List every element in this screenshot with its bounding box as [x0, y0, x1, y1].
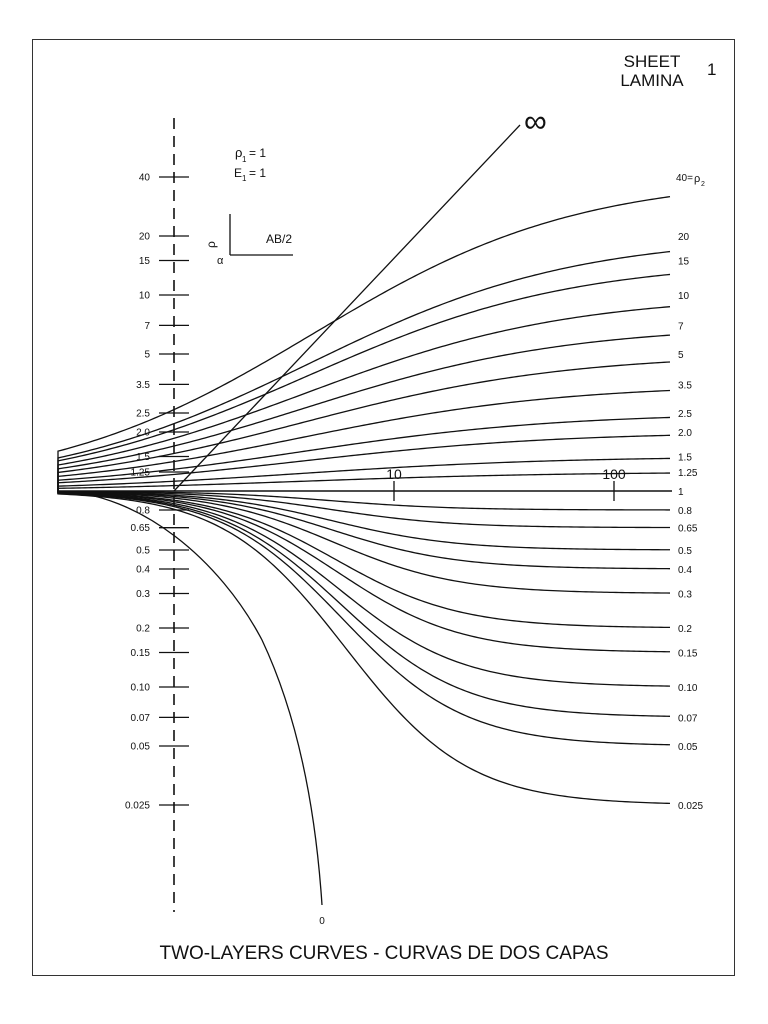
- curve-label: 0.025: [678, 801, 704, 813]
- curve-label: 3.5: [678, 380, 692, 392]
- curve-infinity: [174, 125, 520, 491]
- y-tick-label: 0.07: [130, 712, 150, 724]
- y-tick-label: 10: [138, 290, 150, 302]
- curve-label: 1.5: [678, 452, 692, 464]
- curve-label: 0.10: [678, 683, 698, 694]
- curve-label: 0.15: [678, 648, 698, 660]
- y-tick-label: 7: [144, 320, 150, 332]
- curve-label: 0.07: [678, 713, 698, 725]
- curve-label: 0.3: [678, 589, 692, 601]
- curve-label: 2.5: [678, 409, 692, 421]
- key-x-label: AB/2: [266, 232, 293, 246]
- curve-label: 0.2: [678, 623, 692, 635]
- zero-label: 0: [319, 916, 325, 927]
- x-tick-label: 10: [386, 466, 402, 482]
- y-tick-label: 0.025: [124, 800, 150, 812]
- y-tick-label: 40: [138, 172, 150, 184]
- sheet-label-es: LAMINA: [620, 71, 684, 90]
- rho-symbol: ρ: [235, 145, 243, 160]
- curve-zero: [58, 491, 322, 905]
- y-tick-label: 0.4: [136, 564, 150, 576]
- curve-label: 7: [678, 321, 684, 333]
- y-tick-label: 0.2: [136, 623, 150, 635]
- curve-label: 0.4: [678, 564, 692, 576]
- y-tick-label: 0.5: [136, 545, 150, 557]
- subscript-1: 1: [242, 174, 247, 183]
- y-tick-label: 1.25: [130, 467, 150, 479]
- infinity-label: ∞: [524, 103, 547, 139]
- e-symbol: E: [234, 166, 243, 180]
- curve-label: 10: [678, 291, 690, 302]
- sheet-number: 1: [707, 60, 717, 79]
- curve-label: 0.5: [678, 546, 692, 558]
- y-tick-label: 15: [138, 255, 150, 267]
- subscript-a: α: [217, 255, 224, 267]
- y-tick-label: 0.10: [130, 682, 150, 694]
- curve-label: 0.65: [678, 523, 698, 535]
- y-tick-label: 2.5: [136, 408, 150, 420]
- curve-label: 15: [678, 256, 690, 268]
- y-tick-label: 20: [138, 231, 150, 243]
- curve-label-40: 40=: [676, 172, 693, 184]
- curve-label: 5: [678, 350, 684, 362]
- y-tick-label: 0.15: [130, 647, 150, 659]
- curve-label: 0.05: [678, 742, 698, 754]
- subscript-2: 2: [701, 180, 705, 188]
- y-tick-label: 0.65: [130, 523, 150, 535]
- curve-label: 1.25: [678, 468, 698, 480]
- labels-group: [204, 103, 705, 927]
- curve-label: 1: [678, 487, 684, 498]
- curve-label: 2.0: [678, 427, 692, 439]
- curve-rho2-10: [58, 307, 670, 491]
- y-tick-label: 0.3: [136, 588, 150, 600]
- curve-label: 20: [678, 231, 690, 243]
- key-y-label: ρ: [204, 241, 218, 248]
- e1-value: = 1: [249, 166, 267, 180]
- x-tick-label: 100: [602, 466, 626, 482]
- rho1-value: = 1: [249, 146, 267, 160]
- y-tick-label: 0.8: [136, 505, 150, 517]
- y-tick-label: 5: [144, 349, 150, 361]
- sheet-label-en: SHEET: [623, 52, 681, 71]
- chart-title: TWO-LAYERS CURVES - CURVAS DE DOS CAPAS: [159, 943, 609, 964]
- y-tick-label: 0.05: [130, 741, 150, 753]
- y-tick-label: 2.0: [136, 427, 150, 439]
- subscript-1: 1: [242, 155, 247, 164]
- y-tick-label: 3.5: [136, 379, 150, 391]
- y-tick-label: 1.5: [136, 451, 150, 463]
- curve-label: 0.8: [678, 505, 692, 517]
- rho-symbol: ρ: [694, 172, 701, 185]
